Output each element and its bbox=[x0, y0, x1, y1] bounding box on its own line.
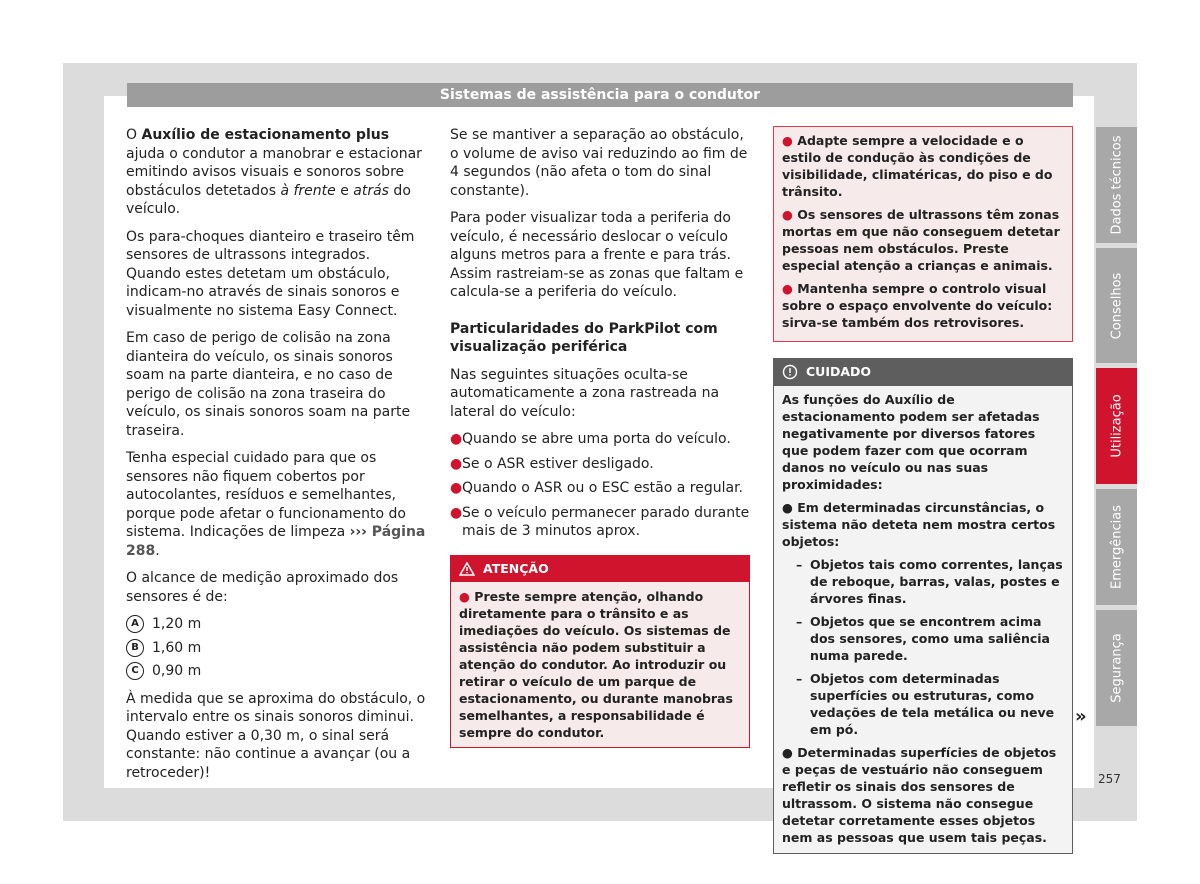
sensors-paragraph: Os para-choques dianteiro e traseiro têm sensores de ultrassons integrados. Quando estes detetam um obstáculo, indicam-no através de sinais sonoros e visualmente no sistema Easy Connect. bbox=[126, 228, 415, 319]
warning-item: ● Os sensores de ultrassons têm zonas mortas em que não conseguem detetar pessoas nem obstáculos. Preste especial atenção a crianças e animais. bbox=[782, 207, 1060, 273]
intro-paragraph: O Auxílio de estacionamento plus ajuda o condutor a manobrar e estacionar emitindo avisos visuais e sonoros sobre obstáculos detetados à frente e atrás do veículo. bbox=[126, 127, 422, 217]
list-item: ● Se o ASR estiver desligado. bbox=[450, 455, 654, 472]
caution-item: ● Determinadas superfícies de objetos e peças de vestuário não conseguem refletir os sinais dos sensores de ultrassom. O sistema não consegue detetar corretamente esses objetos nem as pessoas que usem tais peças. bbox=[782, 744, 1057, 845]
column-3 bbox=[773, 126, 1073, 854]
caution-subitem: – Objetos com determinadas superfícies ou estruturas, como vedações de tela metálica ou neve em pó. bbox=[796, 670, 1055, 737]
approach-paragraph: À medida que se aproxima do obstáculo, o intervalo entre os sinais sonoros diminui. Quando estiver a 0,30 m, o sinal será constante: não continue a avançar (ou a retroceder)! bbox=[126, 690, 426, 781]
cleaning-paragraph: Tenha especial cuidado para que os sensores não fiquem cobertos por autocolantes, resíduos e semelhantes, porque pode afetar o funcionamento do sistema. Indicações de limpeza ››› Página 288. bbox=[126, 450, 426, 559]
caution-body bbox=[774, 386, 1072, 853]
range-paragraph: O alcance de medição aproximado dos sensores é de: bbox=[126, 570, 399, 605]
bullet-dot: ● bbox=[782, 281, 793, 296]
page-reference-link[interactable]: ››› Página 288 bbox=[126, 524, 426, 559]
range-item-b: B 1,60 m bbox=[126, 639, 428, 658]
caution-title: CUIDADO bbox=[806, 364, 872, 379]
bullet-dot: ● bbox=[450, 480, 463, 496]
continue-arrow-icon: » bbox=[1075, 706, 1087, 727]
volume-paragraph: Se se mantiver a separação ao obstáculo, o volume de aviso vai reduzindo ao fim de 4 segundos (não afeta o tom do sinal constante). bbox=[450, 127, 748, 199]
bullet-dot: ● bbox=[782, 207, 793, 222]
list-item: ● Quando o ASR ou o ESC estão a regular. bbox=[450, 480, 743, 496]
list-item: ● Quando se abre uma porta do veículo. bbox=[450, 431, 731, 447]
collision-paragraph: Em caso de perigo de colisão na zona dianteira do veículo, os sinais sonoros soam na parte dianteira, e no caso de perigo de colisão na zona traseira do veículo, os sinais sonoros soam na parte traseira. bbox=[126, 330, 411, 439]
caution-box bbox=[773, 358, 1073, 854]
caution-intro: As funções do Auxílio de estacionamento podem ser afetadas negativamente por diversos fatores que podem fazer com que ocorram danos no veículo ou nas suas proximidades: bbox=[782, 391, 1040, 492]
column-1 bbox=[126, 126, 428, 791]
bullet-dot: ● bbox=[450, 504, 463, 521]
situations-paragraph: Nas seguintes situações oculta-se automaticamente a zona rastreada na lateral do veículo: bbox=[450, 366, 720, 420]
tab-utilizacao[interactable]: Utilização bbox=[1096, 368, 1137, 484]
warning-title: ATENÇÃO bbox=[483, 560, 549, 576]
column-2 bbox=[450, 126, 750, 748]
bullet-dot: ● bbox=[450, 455, 463, 472]
tab-dados-tecnicos[interactable]: Dados técnicos bbox=[1096, 127, 1137, 243]
label-a-circle: A bbox=[126, 615, 144, 633]
list-item: ● Se o veículo permanecer parado durante mais de 3 minutos aprox. bbox=[450, 504, 750, 539]
warning-triangle-icon bbox=[459, 562, 475, 576]
tab-seguranca[interactable]: Segurança bbox=[1096, 610, 1137, 726]
info-circle-icon bbox=[782, 364, 798, 380]
page-number: 257 bbox=[1098, 772, 1121, 786]
range-item-a: A 1,20 m bbox=[126, 615, 428, 634]
section-title: Sistemas de assistência para o condutor bbox=[127, 83, 1073, 107]
tab-emergencias[interactable]: Emergências bbox=[1096, 489, 1137, 605]
label-b-circle: B bbox=[126, 639, 144, 657]
bullet-dot: ● bbox=[459, 589, 470, 604]
label-c-circle: C bbox=[126, 662, 144, 680]
tab-conselhos[interactable]: Conselhos bbox=[1096, 248, 1137, 363]
situations-list bbox=[450, 430, 750, 541]
caution-subitem: – Objetos tais como correntes, lanças de reboque, barras, valas, postes e árvores finas. bbox=[796, 556, 1063, 606]
warning-box bbox=[450, 555, 750, 749]
warning-header bbox=[451, 556, 749, 583]
range-item-c: C 0,90 m bbox=[126, 662, 428, 681]
warning-body: ● Preste sempre atenção, olhando diretamente para o trânsito e as imediações do veículo. Os sistemas de assistência não podem substituir a atenção do condutor. Ao introduzir ou retirar o veículo de um parque de estacionamento, ou durante manobras semelhantes, a responsabilidade é sempre do condutor. bbox=[451, 582, 749, 747]
warning-continued-box bbox=[773, 126, 1073, 342]
warning-item: ● Mantenha sempre o controlo visual sobre o espaço envolvente do veículo: sirva-se também dos retrovisores. bbox=[782, 281, 1053, 330]
caution-header bbox=[774, 359, 1072, 386]
caution-subitem: – Objetos que se encontrem acima dos sensores, como uma saliência numa parede. bbox=[796, 613, 1050, 663]
bullet-dot: ● bbox=[450, 431, 463, 447]
subheading: Particularidades do ParkPilot com visualização periférica bbox=[450, 320, 718, 355]
periphery-paragraph: Para poder visualizar toda a periferia do veículo, é necessário deslocar o veículo alguns metros para a frente e para trás. Assim rastreiam-se as zonas que faltam e calcula-se a periferia do veículo. bbox=[450, 210, 744, 300]
bullet-dot: ● bbox=[782, 133, 793, 148]
caution-item: ● Em determinadas circunstâncias, o sistema não deteta nem mostra certos objetos: bbox=[782, 499, 1056, 549]
range-list bbox=[126, 615, 428, 681]
warning-item: ● Adapte sempre a velocidade e o estilo de condução às condições de visibilidade, climatéricas, do piso e do trânsito. bbox=[782, 133, 1053, 199]
